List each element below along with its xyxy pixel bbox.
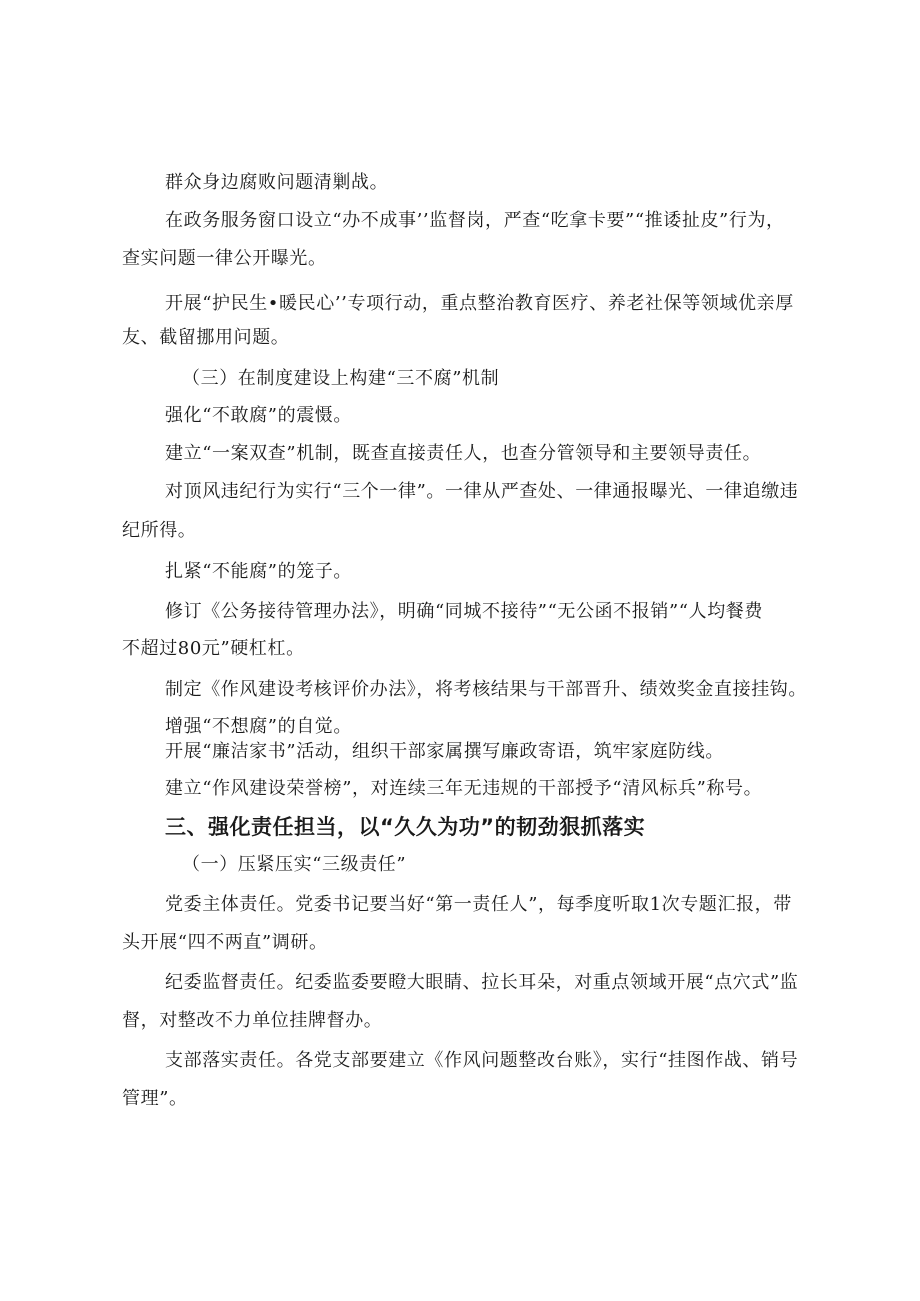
- paragraph-line: 开展“护民生•暖民心’’专项行动，重点整治教育医疗、养老社保等领域优亲厚: [165, 293, 794, 314]
- paragraph-line: 党委主体责任。党委书记要当好“第一责任人”，每季度听取1次专题汇报，带: [165, 894, 792, 915]
- paragraph-line: 对顶风违纪行为实行“三个一律”。一律从严查处、一律通报曝光、一律追缴违: [165, 481, 799, 502]
- paragraph-line: 纪委监督责任。纪委监委要瞪大眼睛、拉长耳朵，对重点领域开展“点穴式”监: [165, 972, 799, 993]
- paragraph-line: 强化“不敢腐”的震慑。: [165, 405, 353, 426]
- paragraph-line: 友、截留挪用问题。: [122, 327, 290, 348]
- paragraph-line: 建立“一案双查”机制，既查直接责任人，也查分管领导和主要领导责任。: [165, 443, 762, 464]
- paragraph-line: 制定《作风建设考核评价办法》，将考核结果与干部晋升、绩效奖金直接挂钩。: [165, 679, 807, 700]
- paragraph-line: 增强“不想腐”的自觉。: [165, 716, 353, 737]
- paragraph-line: 督，对整改不力单位挂牌督办。: [122, 1010, 383, 1031]
- paragraph-line: 修订《公务接待管理办法》，明确“同城不接待”“无公函不报销”“人均餐费: [165, 601, 764, 622]
- paragraph-line: 支部落实责任。各党支部要建立《作风问题整改台账》，实行“挂图作战、销号: [165, 1050, 799, 1071]
- paragraph-line: 纪所得。: [122, 520, 197, 541]
- paragraph-line: 在政务服务窗口设立“办不成事’’监督岗，严查“吃拿卡要”“推诿扯皮”行为，: [165, 210, 785, 231]
- paragraph-line: 建立“作风建设荣誉榜”，对连续三年无违规的干部授予“清风标兵”称号。: [165, 778, 763, 799]
- paragraph-line: 头开展“四不两直”调研。: [122, 932, 328, 953]
- section-heading: 三、强化责任担当，以“久久为功”的韧劲狠抓落实: [165, 815, 646, 839]
- paragraph-line: 查实问题一律公开曝光。: [122, 248, 327, 269]
- section-subheading: （一）压紧压实“三级责任”: [182, 854, 407, 875]
- paragraph-line: 群众身边腐败问题清剿战。: [165, 172, 389, 193]
- paragraph-line: 扎紧“不能腐”的笼子。: [165, 561, 353, 582]
- paragraph-line: 不超过80元”硬杠杠。: [122, 638, 305, 659]
- paragraph-line: 开展“廉洁家书”活动，组织干部家属撰写廉政寄语，筑牢家庭防线。: [165, 741, 725, 762]
- section-subheading: （三）在制度建设上构建“三不腐”机制: [182, 368, 500, 389]
- paragraph-line: 管理”。: [122, 1088, 188, 1109]
